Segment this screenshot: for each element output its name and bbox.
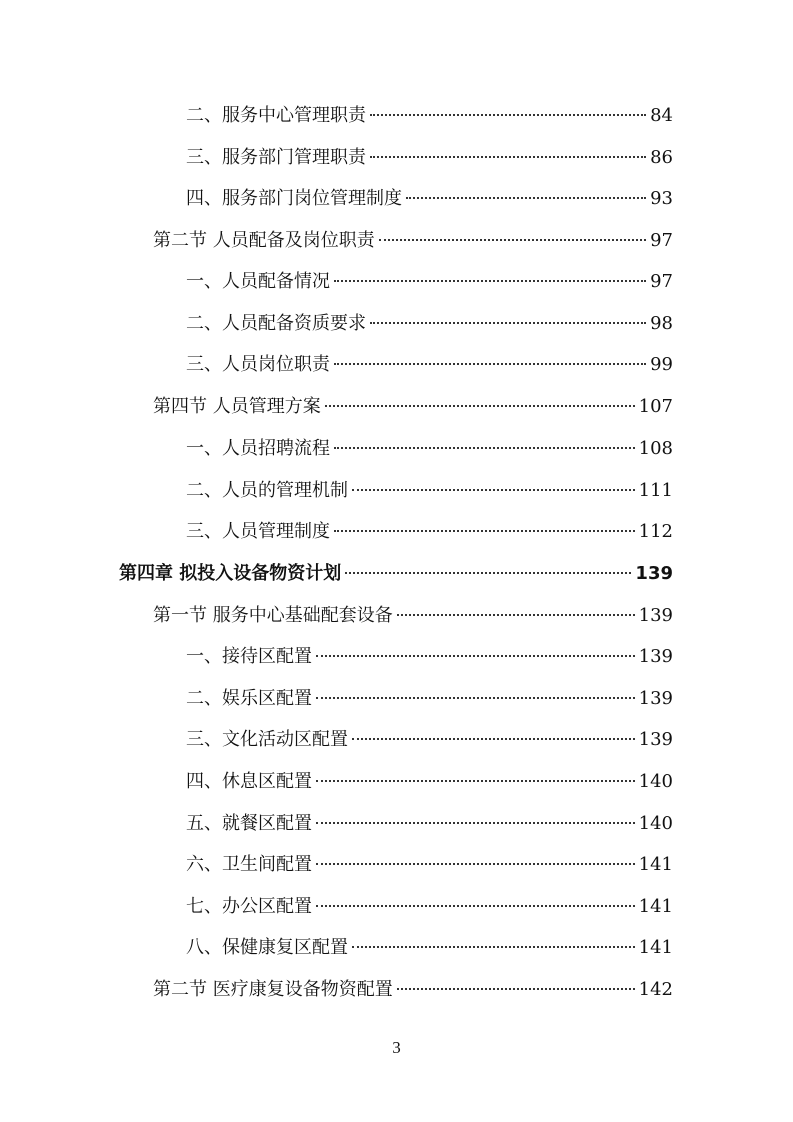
dot-leader xyxy=(397,614,635,616)
toc-entry-title: 二、人员配备资质要求 xyxy=(186,313,366,334)
dot-leader xyxy=(316,697,635,699)
toc-entry-page: 97 xyxy=(650,230,673,251)
toc-entry-title: 第二节 人员配备及岗位职责 xyxy=(153,230,375,251)
dot-leader xyxy=(370,114,646,116)
toc-entry[interactable] xyxy=(186,270,673,294)
toc-entry-page: 141 xyxy=(638,854,673,875)
toc-entry-page: 112 xyxy=(638,521,673,542)
dot-leader xyxy=(334,280,646,282)
toc-entry[interactable] xyxy=(186,770,673,794)
dot-leader xyxy=(316,863,635,865)
toc-entry-title: 第四节 人员管理方案 xyxy=(153,396,321,417)
toc-entry-page: 93 xyxy=(650,188,673,209)
toc-entry[interactable] xyxy=(153,604,673,628)
dot-leader xyxy=(370,322,646,324)
toc-entry-page: 99 xyxy=(650,354,673,375)
toc-entry-page: 140 xyxy=(638,813,673,834)
toc-entry[interactable] xyxy=(186,645,673,669)
toc-entry[interactable] xyxy=(186,895,673,919)
toc-entry-title: 一、人员配备情况 xyxy=(186,271,330,292)
toc-entry-page: 108 xyxy=(638,438,673,459)
toc-entry-title: 一、接待区配置 xyxy=(186,646,312,667)
toc-entry-title: 三、人员岗位职责 xyxy=(186,354,330,375)
toc-entry[interactable] xyxy=(186,520,673,544)
dot-leader xyxy=(406,197,646,199)
toc-entry-title: 二、人员的管理机制 xyxy=(186,480,348,501)
toc-entry-page: 97 xyxy=(650,271,673,292)
toc-entry-title: 六、卫生间配置 xyxy=(186,854,312,875)
toc-entry-page: 139 xyxy=(638,729,673,750)
toc-entry-page: 84 xyxy=(650,105,673,126)
toc-entry-title: 第一节 服务中心基础配套设备 xyxy=(153,605,393,626)
toc-entry-page: 139 xyxy=(638,688,673,709)
toc-entry-page: 142 xyxy=(638,979,673,1000)
toc-entry-page: 86 xyxy=(650,147,673,168)
toc-entry-page: 139 xyxy=(638,646,673,667)
toc-entry-title: 七、办公区配置 xyxy=(186,896,312,917)
toc-entry-page: 107 xyxy=(638,396,673,417)
dot-leader xyxy=(352,489,635,491)
toc-entry[interactable] xyxy=(186,479,673,503)
dot-leader xyxy=(334,447,635,449)
toc-entry-title: 第四章 拟投入设备物资计划 xyxy=(119,563,342,584)
dot-leader xyxy=(316,780,635,782)
toc-entry[interactable] xyxy=(186,187,673,211)
toc-entry-title: 三、服务部门管理职责 xyxy=(186,147,366,168)
toc-entry-page: 141 xyxy=(638,896,673,917)
toc-entry-title: 三、文化活动区配置 xyxy=(186,729,348,750)
toc-entry[interactable] xyxy=(153,229,673,253)
toc-entry-title: 八、保健康复区配置 xyxy=(186,937,348,958)
toc-entry[interactable] xyxy=(153,978,673,1002)
toc-entry-page: 98 xyxy=(650,313,673,334)
toc-entry-page: 139 xyxy=(638,605,673,626)
toc-entry-page: 111 xyxy=(638,480,673,501)
dot-leader xyxy=(325,405,635,407)
dot-leader xyxy=(345,572,631,574)
toc-entry[interactable] xyxy=(186,312,673,336)
toc-entry-title: 二、服务中心管理职责 xyxy=(186,105,366,126)
dot-leader xyxy=(334,363,646,365)
toc-entry-title: 第二节 医疗康复设备物资配置 xyxy=(153,979,393,1000)
dot-leader xyxy=(352,738,635,740)
toc-entry-page: 140 xyxy=(638,771,673,792)
toc-entry[interactable] xyxy=(186,728,673,752)
toc-entry-title: 四、休息区配置 xyxy=(186,771,312,792)
toc-entry[interactable] xyxy=(186,437,673,461)
toc-entry[interactable] xyxy=(186,812,673,836)
dot-leader xyxy=(370,156,646,158)
dot-leader xyxy=(352,946,635,948)
toc-entry-page: 139 xyxy=(635,563,673,584)
toc-entry-title: 三、人员管理制度 xyxy=(186,521,330,542)
toc-entry[interactable] xyxy=(186,853,673,877)
toc-entry[interactable] xyxy=(186,687,673,711)
page-number: 3 xyxy=(392,1038,401,1057)
dot-leader xyxy=(379,239,646,241)
toc-entry-page: 141 xyxy=(638,937,673,958)
toc-entry-title: 五、就餐区配置 xyxy=(186,813,312,834)
toc-entry[interactable] xyxy=(186,104,673,128)
dot-leader xyxy=(316,822,635,824)
toc-entry[interactable] xyxy=(153,395,673,419)
toc-entry-title: 二、娱乐区配置 xyxy=(186,688,312,709)
toc-entry-title: 四、服务部门岗位管理制度 xyxy=(186,188,402,209)
dot-leader xyxy=(334,530,635,532)
toc-entry[interactable] xyxy=(186,936,673,960)
toc-entry-title: 一、人员招聘流程 xyxy=(186,438,330,459)
toc-entry[interactable] xyxy=(186,146,673,170)
toc-chapter-entry[interactable] xyxy=(119,562,673,586)
dot-leader xyxy=(316,655,635,657)
dot-leader xyxy=(316,905,635,907)
dot-leader xyxy=(397,988,635,990)
toc-entry[interactable] xyxy=(186,353,673,377)
